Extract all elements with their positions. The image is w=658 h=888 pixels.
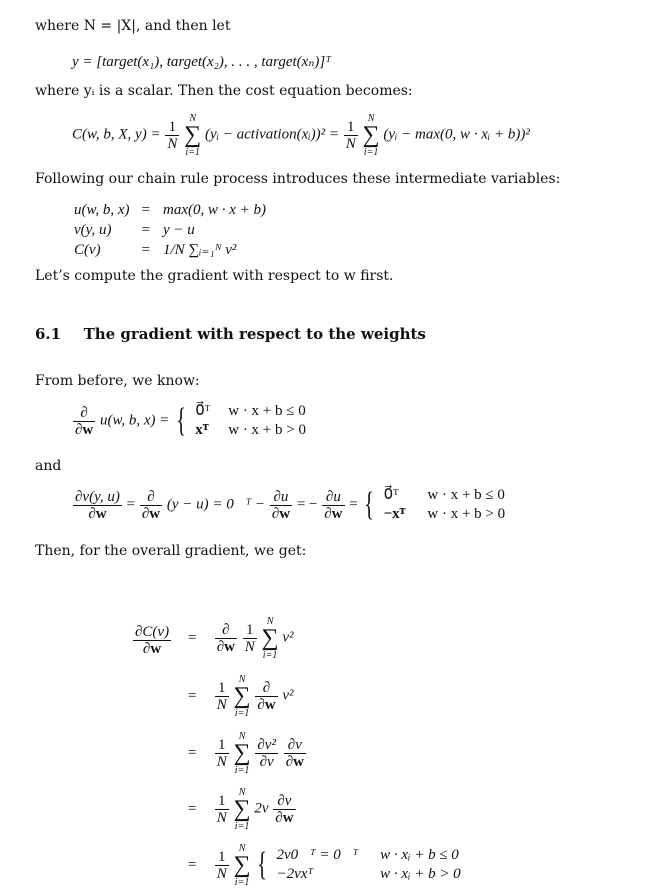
sum-symbol (262, 615, 279, 661)
row-eq: = (188, 800, 197, 817)
section-title: The gradient with respect to the weights (83, 325, 426, 343)
frac-num: ∂u (270, 489, 292, 506)
var-eq: = (141, 202, 151, 218)
frac-den: ∂w (141, 505, 161, 522)
section-number: 6.1 (35, 325, 62, 343)
frac-den: ∂w (142, 641, 162, 657)
row-eq: = (188, 629, 197, 646)
dv-eq-2: = − (296, 496, 318, 513)
sum-symbol (234, 786, 251, 832)
sum-symbol (234, 673, 251, 719)
equation-dv-dw (72, 486, 513, 524)
var-row-c (74, 240, 267, 260)
sum-top: N (189, 113, 196, 124)
case-condition: w · xᵢ + b ≤ 0 (380, 847, 459, 863)
dv-eq-3: = (349, 496, 358, 513)
du-frac (73, 405, 95, 438)
var-lhs: u(w, b, x) (74, 202, 130, 218)
sum-symbol (234, 842, 251, 888)
sum-bottom: i=1 (363, 147, 379, 158)
left-brace-icon: { (176, 402, 187, 439)
row-post: v² (282, 629, 294, 646)
cost-frac-2 (344, 119, 358, 152)
var-row-v (74, 220, 267, 240)
row-frac (215, 680, 229, 713)
sum-top: N (367, 113, 375, 124)
text-where-n: where N = |X|, and then let (35, 18, 231, 34)
dv-frac-2 (140, 489, 162, 522)
text-chain-rule: Following our chain rule process introduces these intermediate variables: (35, 171, 561, 187)
du-cases (193, 402, 314, 440)
frac-den: ∂w (257, 696, 276, 713)
row-eq: = (188, 687, 197, 704)
sigma-icon: ∑ (184, 122, 202, 148)
sum-symbol-1 (184, 112, 201, 158)
frac-den: ∂w (271, 505, 291, 522)
frac-den: N (345, 135, 356, 152)
frac-num: 1 (215, 680, 229, 697)
var-row-u (74, 200, 267, 220)
row-mid: 2v (254, 800, 269, 817)
left-brace-icon: { (257, 846, 268, 883)
frac-den: ∂w (75, 421, 94, 438)
intermediate-variables (74, 200, 267, 260)
frac-num: 1 (243, 622, 257, 639)
cost-lhs: C(w, b, X, y) = (72, 126, 161, 143)
sum-top: N (238, 731, 246, 742)
gradient-lhs (132, 624, 172, 657)
frac-den: ∂w (275, 809, 294, 826)
sum-top: N (238, 843, 246, 854)
gradient-row-4 (188, 786, 297, 832)
frac-den: ∂w (88, 505, 107, 522)
case-condition: w · x + b ≤ 0 (228, 403, 306, 419)
equation-y-definition: y = [target(x₁), target(x₂), . . . , target(xₙ)]ᵀ (72, 54, 332, 70)
frac-den: N (216, 865, 227, 882)
row-frac (215, 622, 237, 655)
sigma-icon: ∑ (233, 740, 251, 766)
frac-den: N (244, 638, 255, 655)
equation-cost (72, 112, 530, 158)
equation-du-dw (72, 402, 314, 440)
row-frac (273, 793, 295, 826)
var-rhs: y − u (163, 222, 195, 238)
case-row (274, 846, 468, 865)
dv-frac-3 (270, 489, 292, 522)
frac-num: ∂v (284, 737, 306, 754)
frac-num: ∂C(v) (135, 624, 170, 640)
case-condition: w · x + b > 0 (228, 422, 306, 438)
var-lhs: v(y, u) (74, 222, 112, 238)
row-frac (215, 737, 229, 770)
sum-bottom: i=1 (234, 708, 250, 719)
row-eq: = (188, 856, 197, 873)
frac-num: 1 (344, 119, 358, 136)
gradient-row-2 (188, 673, 294, 719)
frac-num: ∂ (255, 680, 277, 697)
row-frac (215, 849, 229, 882)
case-row (193, 421, 314, 440)
frac-num: 1 (215, 793, 229, 810)
dv-frac-4 (322, 489, 344, 522)
dv-frac-1 (73, 489, 122, 522)
du-expr: u(w, b, x) = (100, 412, 170, 429)
gradient-cases (274, 846, 468, 884)
case-row (382, 505, 514, 524)
dv-mid: (y − u) = 0⃗ᵀ − (166, 496, 266, 513)
frac-den: N (167, 135, 178, 152)
frac-den: ∂w (285, 753, 304, 770)
sum-top: N (238, 674, 246, 685)
dv-eq-1: = (126, 496, 136, 513)
gradient-row-5 (188, 842, 469, 888)
left-brace-icon: { (364, 486, 375, 523)
sum-top: N (266, 616, 274, 627)
text-compute-gradient: Let’s compute the gradient with respect to w first. (35, 268, 394, 284)
row-frac (215, 793, 229, 826)
section-heading (35, 325, 426, 343)
dv-cases (382, 486, 514, 524)
sum-bottom: i=1 (185, 147, 200, 158)
row-frac (243, 622, 257, 655)
sum-symbol-2 (363, 112, 380, 158)
var-eq: = (141, 222, 151, 238)
gradient-lhs-frac (133, 624, 171, 657)
frac-num: ∂v² (257, 736, 276, 753)
var-rhs: max(0, w · x + b) (163, 202, 267, 218)
var-eq: = (141, 242, 151, 258)
case-condition: w · xᵢ + b > 0 (380, 866, 461, 882)
sigma-icon: ∑ (261, 625, 279, 651)
sum-bottom: i=1 (234, 765, 250, 776)
case-value: −2vxᵀ (276, 866, 314, 882)
sum-bottom: i=1 (234, 877, 250, 888)
frac-den: N (216, 696, 227, 713)
frac-den: ∂v (259, 753, 274, 770)
case-value: 0⃗ᵀ (195, 403, 211, 419)
frac-num: 1 (215, 737, 229, 754)
cost-term-1: (yᵢ − activation(xᵢ))² = (204, 126, 339, 143)
row-eq: = (188, 744, 197, 761)
case-row (382, 486, 514, 505)
case-value: 0⃗ᵀ (383, 487, 399, 503)
sigma-icon: ∑ (233, 852, 251, 878)
case-condition: w · x + b > 0 (427, 506, 506, 522)
gradient-row-1 (188, 615, 294, 661)
text-where-yi-scalar: where yᵢ is a scalar. Then the cost equation becomes: (35, 83, 413, 99)
sum-symbol (234, 730, 251, 776)
text-and: and (35, 458, 62, 474)
frac-num: ∂v (273, 793, 295, 810)
row-frac (255, 737, 278, 770)
cost-frac-1 (165, 119, 179, 152)
case-row (274, 865, 468, 884)
sigma-icon: ∑ (362, 122, 380, 148)
var-lhs: C(v) (74, 242, 101, 258)
gradient-row-3 (188, 730, 307, 776)
sigma-icon: ∑ (233, 683, 251, 709)
case-condition: w · x + b ≤ 0 (427, 487, 505, 503)
sum-bottom: i=1 (234, 821, 250, 832)
row-frac (255, 680, 277, 713)
row-frac (284, 737, 306, 770)
case-value: −xᵀ (383, 506, 406, 522)
frac-num: 1 (215, 849, 229, 866)
sum-top: N (238, 787, 246, 798)
frac-num: ∂ (140, 489, 162, 506)
frac-den: N (216, 809, 227, 826)
sum-bottom: i=1 (262, 650, 278, 661)
frac-num: ∂v(y, u) (75, 488, 120, 505)
case-value: xᵀ (195, 422, 209, 438)
sigma-icon: ∑ (233, 796, 251, 822)
frac-num: 1 (165, 119, 179, 136)
frac-num: ∂u (322, 489, 344, 506)
frac-den: N (216, 753, 227, 770)
frac-num: ∂ (215, 622, 237, 639)
frac-num: ∂ (73, 405, 95, 422)
frac-den: ∂w (216, 638, 235, 655)
text-from-before: From before, we know: (35, 373, 200, 389)
cost-term-2: (yᵢ − max(0, w · xᵢ + b))² (383, 126, 530, 143)
case-row (193, 402, 314, 421)
case-value: 2v0⃗ᵀ = 0⃗ᵀ (276, 847, 359, 863)
var-rhs: 1/N ∑ᵢ₌₁ᴺ v² (163, 242, 237, 258)
row-post: v² (282, 687, 294, 704)
frac-den: ∂w (324, 505, 343, 522)
text-overall-gradient: Then, for the overall gradient, we get: (35, 543, 307, 559)
